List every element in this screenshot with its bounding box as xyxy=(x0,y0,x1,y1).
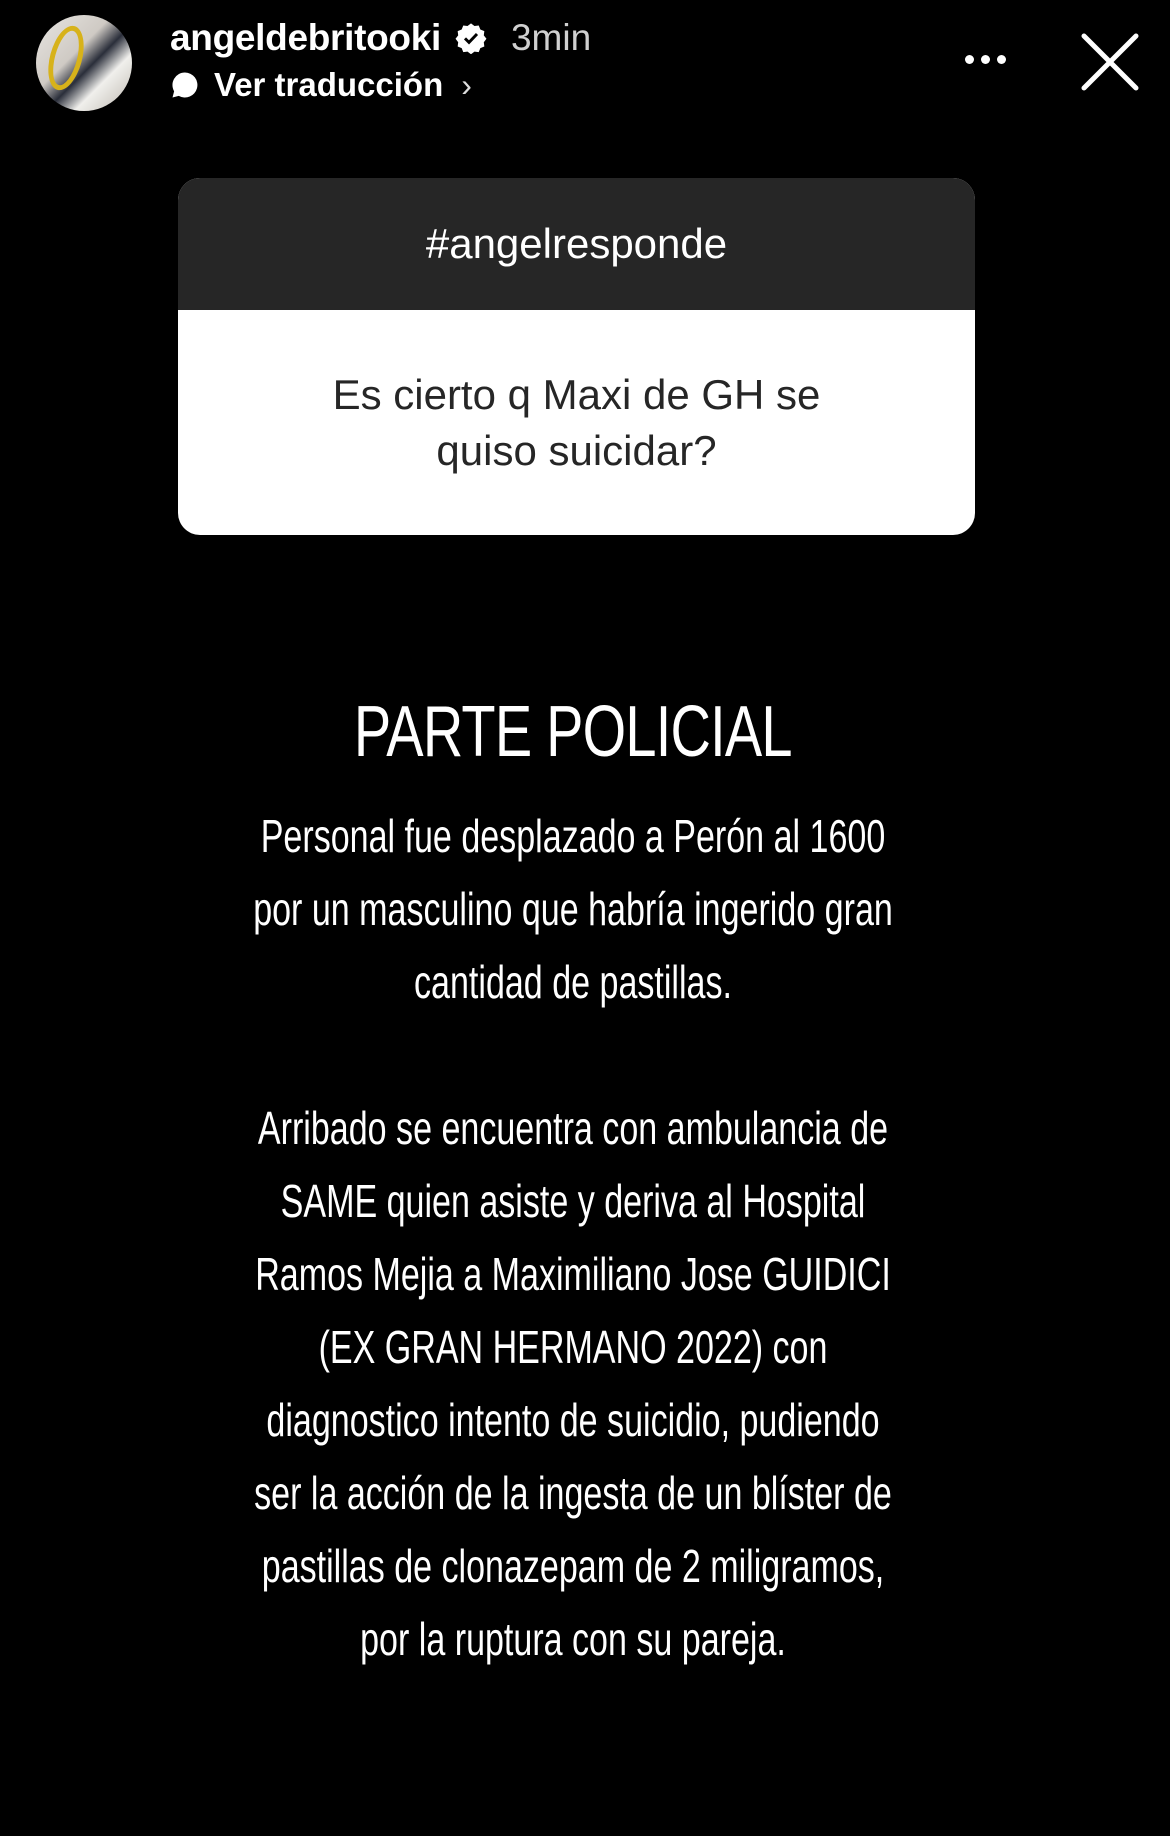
question-sticker xyxy=(178,178,975,535)
see-translation-label: Ver traducción xyxy=(214,66,444,103)
chevron-right-icon: › xyxy=(461,66,472,103)
question-text: Es cierto q Maxi de GH se quiso suicidar? xyxy=(332,370,821,474)
more-icon xyxy=(965,55,974,64)
story-heading: PARTE POLICIAL xyxy=(354,692,792,772)
speech-bubble-icon xyxy=(170,70,200,100)
close-icon[interactable] xyxy=(1078,30,1142,94)
more-icon-dot xyxy=(981,55,990,64)
story-header-row xyxy=(170,16,591,60)
question-sticker-title: #angelresponde xyxy=(178,178,975,310)
more-options-button[interactable] xyxy=(965,44,1017,74)
post-time: 3min xyxy=(510,17,592,58)
avatar[interactable] xyxy=(36,15,132,111)
verified-badge-icon xyxy=(455,22,487,54)
story-text-block xyxy=(149,690,997,1676)
story-paragraph-2: Arribado se encuentra con ambulancia de SAME quien asiste y deriva al Hospital Ramos Mejia a Maximiliano Jose GUIDICI (EX GRAN HERMANO 2022) con diagnostico intento de suicidio, pudiendo ser la acción de la ingesta de un blíster de pastillas de clonazepam de 2 miligramos, por la ruptura con su pareja. xyxy=(254,1102,892,1665)
username[interactable]: angeldebritooki xyxy=(170,17,441,58)
more-icon-dot xyxy=(997,55,1006,64)
avatar-image-detail xyxy=(42,22,90,94)
see-translation-link[interactable] xyxy=(170,66,472,104)
story-paragraph-1: Personal fue desplazado a Perón al 1600 por un masculino que habría ingerido gran cantidad de pastillas. xyxy=(253,810,893,1008)
